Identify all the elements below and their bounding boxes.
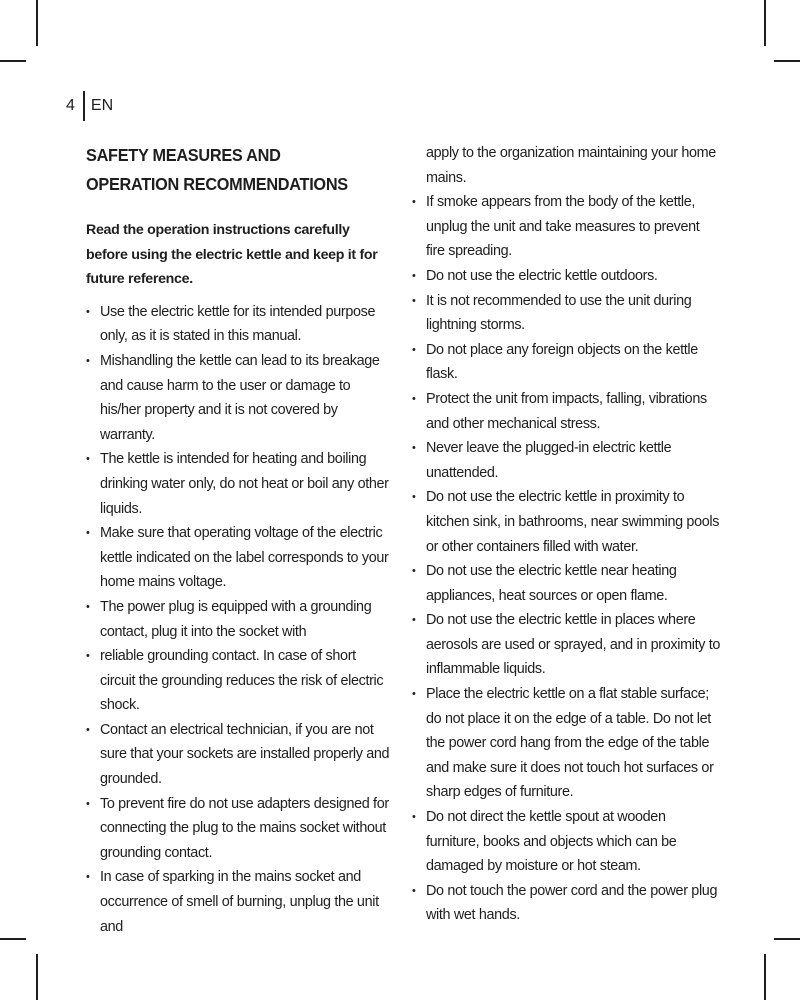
language-code: EN xyxy=(90,97,114,114)
instruction-item: • Do not place any foreign objects on the kettle flask. xyxy=(412,338,720,387)
continued-item-text: apply to the organization maintaining your home mains. xyxy=(426,145,716,186)
instruction-item: • Do not touch the power cord and the power plug with wet hands. xyxy=(412,879,720,928)
instruction-item: • Do not direct the kettle spout at wooden furniture, books and objects which can be damaged by moisture or hot steam. xyxy=(412,805,720,879)
instruction-item: • In case of sparking in the mains socket and occurrence of smell of burning, unplug the unit and xyxy=(86,865,392,939)
instruction-item: • Place the electric kettle on a flat stable surface; do not place it on the edge of a table. Do not let the power cord hang from the edge of the table and make sure it does not touch hot surfaces or sharp edges of furniture. xyxy=(412,682,720,805)
instruction-item: • Use the electric kettle for its intended purpose only, as it is stated in this manual. xyxy=(86,300,392,349)
page-header xyxy=(66,91,113,121)
crop-mark-top-right-horizontal xyxy=(774,60,800,62)
instruction-item: • Never leave the plugged-in electric kettle unattended. xyxy=(412,436,720,485)
instruction-item: • reliable grounding contact. In case of short circuit the grounding reduces the risk of electric shock. xyxy=(86,644,392,718)
instruction-item: • The power plug is equipped with a grounding contact, plug it into the socket with xyxy=(86,595,392,644)
instruction-item: • Do not use the electric kettle in proximity to kitchen sink, in bathrooms, near swimming pools or other containers filled with water. xyxy=(412,485,720,559)
section-title: SAFETY MEASURES AND OPERATION RECOMMENDATIONS xyxy=(86,145,348,194)
left-instruction-list xyxy=(86,300,392,939)
crop-mark-bottom-right-horizontal xyxy=(774,938,800,940)
lead-paragraph: Read the operation instructions carefully before using the electric kettle and keep it for future reference. xyxy=(86,222,378,288)
left-column xyxy=(86,141,392,939)
crop-mark-top-right-vertical xyxy=(764,0,766,46)
crop-mark-top-left-vertical xyxy=(36,0,38,46)
instruction-item: • Make sure that operating voltage of the electric kettle indicated on the label corresponds to your home mains voltage. xyxy=(86,521,392,595)
crop-mark-bottom-left-horizontal xyxy=(0,938,26,940)
instruction-item: • Do not use the electric kettle outdoors. xyxy=(412,264,720,289)
instruction-item: • Do not use the electric kettle in places where aerosols are used or sprayed, and in proximity to inflammable liquids. xyxy=(412,608,720,682)
instruction-item: • To prevent fire do not use adapters designed for connecting the plug to the mains socket without grounding contact. xyxy=(86,792,392,866)
instruction-item: • Mishandling the kettle can lead to its breakage and cause harm to the user or damage to his/her property and it is not covered by warranty. xyxy=(86,349,392,447)
right-instruction-list xyxy=(412,190,720,928)
instruction-item: • Contact an electrical technician, if you are not sure that your sockets are installed properly and grounded. xyxy=(86,718,392,792)
crop-mark-top-left-horizontal xyxy=(0,60,26,62)
instruction-item: • It is not recommended to use the unit during lightning storms. xyxy=(412,289,720,338)
instruction-item: • Do not use the electric kettle near heating appliances, heat sources or open flame. xyxy=(412,559,720,608)
instruction-item: • If smoke appears from the body of the kettle, unplug the unit and take measures to prevent fire spreading. xyxy=(412,190,720,264)
right-column xyxy=(412,141,720,928)
instruction-item: • The kettle is intended for heating and boiling drinking water only, do not heat or boil any other liquids. xyxy=(86,447,392,521)
crop-mark-bottom-left-vertical xyxy=(36,954,38,1000)
instruction-item: • Protect the unit from impacts, falling, vibrations and other mechanical stress. xyxy=(412,387,720,436)
crop-mark-bottom-right-vertical xyxy=(764,954,766,1000)
page-number: 4 xyxy=(66,97,75,114)
